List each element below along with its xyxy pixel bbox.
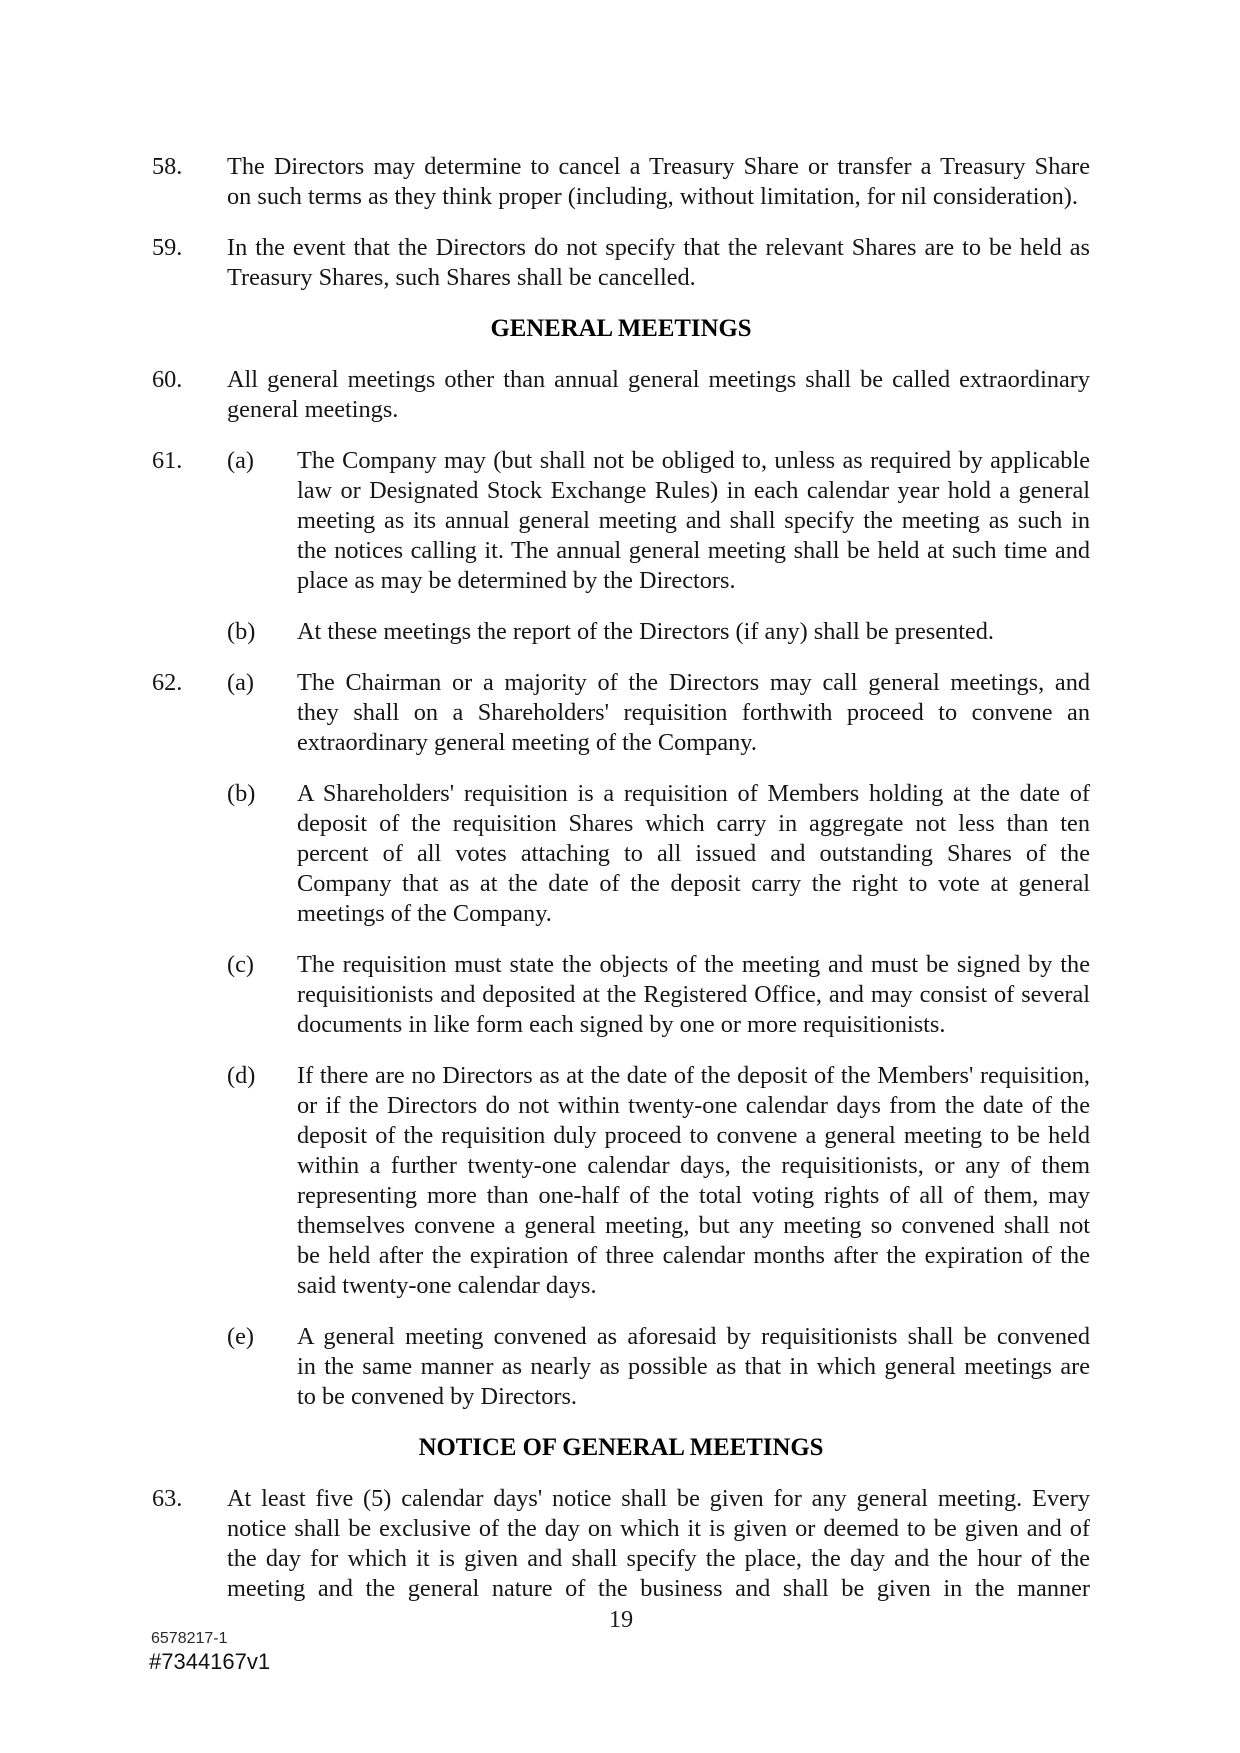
footer-doc-id: 6578217-1 xyxy=(151,1630,228,1647)
paragraph-61a xyxy=(0,446,1240,596)
paragraph-text xyxy=(297,950,1090,1040)
sub-paragraph xyxy=(227,446,1090,596)
sub-paragraph xyxy=(227,668,1090,758)
paragraph-number: 63. xyxy=(152,1485,183,1512)
text-line: they shall on a Shareholders' requisition forthwith proceed to convene an xyxy=(297,699,1090,726)
text-line: law or Designated Stock Exchange Rules) in each calendar year hold a general xyxy=(297,477,1090,504)
sub-paragraph xyxy=(227,617,1090,647)
text-line: meeting as its annual general meeting and shall specify the meeting as such in xyxy=(297,507,1090,534)
paragraph-number: 60. xyxy=(152,366,183,393)
paragraph-text xyxy=(297,779,1090,929)
paragraph-62c xyxy=(0,950,1240,1040)
paragraph-number: 58. xyxy=(152,153,183,180)
text-line: place as may be determined by the Directors. xyxy=(297,567,736,594)
text-line: In the event that the Directors do not specify that the relevant Shares are to be held as xyxy=(227,234,1090,261)
text-line: representing more than one-half of the total voting rights of all of them, may xyxy=(297,1182,1090,1209)
text-line: or if the Directors do not within twenty-one calendar days from the date of the xyxy=(297,1092,1090,1119)
sub-paragraph xyxy=(227,1322,1090,1412)
text-line: At least five (5) calendar days' notice shall be given for any general meeting. Every xyxy=(227,1485,1090,1512)
paragraph-62b xyxy=(0,779,1240,929)
paragraph-63 xyxy=(0,1484,1240,1604)
section-heading-general-meetings: GENERAL MEETINGS xyxy=(490,315,752,342)
paragraph-text xyxy=(297,1061,1090,1301)
text-line: themselves convene a general meeting, but any meeting so convened shall not xyxy=(297,1212,1090,1239)
text-line: within a further twenty-one calendar days, the requisitionists, or any of them xyxy=(297,1152,1090,1179)
sub-paragraph-letter: (a) xyxy=(227,669,254,696)
paragraph-text xyxy=(297,617,1090,647)
text-line: A general meeting convened as aforesaid by requisitionists shall be convened xyxy=(297,1323,1090,1350)
paragraph-text xyxy=(227,1484,1090,1604)
text-line: The Company may (but shall not be obliged to, unless as required by applicable xyxy=(297,447,1090,474)
sub-paragraph-letter: (e) xyxy=(227,1323,254,1350)
text-line: general meetings. xyxy=(227,396,399,423)
paragraph-text xyxy=(227,233,1090,293)
sub-paragraph-letter: (b) xyxy=(227,618,256,645)
sub-paragraph-letter: (a) xyxy=(227,447,254,474)
text-line: All general meetings other than annual general meetings shall be called extraordinary xyxy=(227,366,1090,393)
text-line: The Chairman or a majority of the Directors may call general meetings, and xyxy=(297,669,1090,696)
paragraph-text xyxy=(297,1322,1090,1412)
text-line: If there are no Directors as at the date of the deposit of the Members' requisition, xyxy=(297,1062,1090,1089)
paragraph-62d xyxy=(0,1061,1240,1301)
text-line: said twenty-one calendar days. xyxy=(297,1272,597,1299)
text-line: The requisition must state the objects of the meeting and must be signed by the xyxy=(297,951,1090,978)
sub-paragraph-letter: (b) xyxy=(227,780,256,807)
text-line: notice shall be exclusive of the day on which it is given or deemed to be given and of xyxy=(227,1515,1090,1542)
paragraph-61b xyxy=(0,617,1240,647)
paragraph-59 xyxy=(0,233,1240,293)
footer-version-id: #7344167v1 xyxy=(149,1649,271,1674)
text-line: on such terms as they think proper (including, without limitation, for nil consideration). xyxy=(227,183,1078,210)
sub-paragraph xyxy=(227,1061,1090,1301)
text-line: to be convened by Directors. xyxy=(297,1383,577,1410)
text-line: The Directors may determine to cancel a Treasury Share or transfer a Treasury Share xyxy=(227,153,1090,180)
sub-paragraph-letter: (d) xyxy=(227,1062,256,1089)
paragraph-text xyxy=(227,152,1090,212)
sub-paragraph xyxy=(227,950,1090,1040)
page-number: 19 xyxy=(608,1606,634,1633)
text-line: percent of all votes attaching to all issued and outstanding Shares of the xyxy=(297,840,1090,867)
text-line: Company that as at the date of the deposit carry the right to vote at general xyxy=(297,870,1090,897)
page-body xyxy=(0,152,1240,1625)
text-line: Treasury Shares, such Shares shall be cancelled. xyxy=(227,264,696,291)
text-line: in the same manner as nearly as possible as that in which general meetings are xyxy=(297,1353,1090,1380)
text-line: documents in like form each signed by one or more requisitionists. xyxy=(297,1011,946,1038)
text-line: meetings of the Company. xyxy=(297,900,552,927)
text-line: be held after the expiration of three calendar months after the expiration of the xyxy=(297,1242,1090,1269)
paragraph-number: 62. xyxy=(152,669,183,696)
sub-paragraph xyxy=(227,779,1090,929)
paragraph-text xyxy=(297,446,1090,596)
text-line: the notices calling it. The annual general meeting shall be held at such time and xyxy=(297,537,1090,564)
section-heading-notice-of-general-meetings: NOTICE OF GENERAL MEETINGS xyxy=(418,1434,824,1461)
text-line: extraordinary general meeting of the Company. xyxy=(297,729,757,756)
paragraph-text xyxy=(297,668,1090,758)
sub-paragraph-letter: (c) xyxy=(227,951,254,978)
paragraph-text xyxy=(227,365,1090,425)
paragraph-62e xyxy=(0,1322,1240,1412)
text-line: meeting and the general nature of the business and shall be given in the manner xyxy=(227,1575,1090,1602)
paragraph-60 xyxy=(0,365,1240,425)
text-line: A Shareholders' requisition is a requisition of Members holding at the date of xyxy=(297,780,1090,807)
paragraph-58 xyxy=(0,152,1240,212)
paragraph-62a xyxy=(0,668,1240,758)
text-line: deposit of the requisition Shares which carry in aggregate not less than ten xyxy=(297,810,1090,837)
paragraph-number: 59. xyxy=(152,234,183,261)
text-line: requisitionists and deposited at the Registered Office, and may consist of several xyxy=(297,981,1090,1008)
text-line: the day for which it is given and shall specify the place, the day and the hour of the xyxy=(227,1545,1090,1572)
text-line: deposit of the requisition duly proceed to convene a general meeting to be held xyxy=(297,1122,1090,1149)
text-line: At these meetings the report of the Directors (if any) shall be presented. xyxy=(297,618,994,645)
paragraph-number: 61. xyxy=(152,447,183,474)
